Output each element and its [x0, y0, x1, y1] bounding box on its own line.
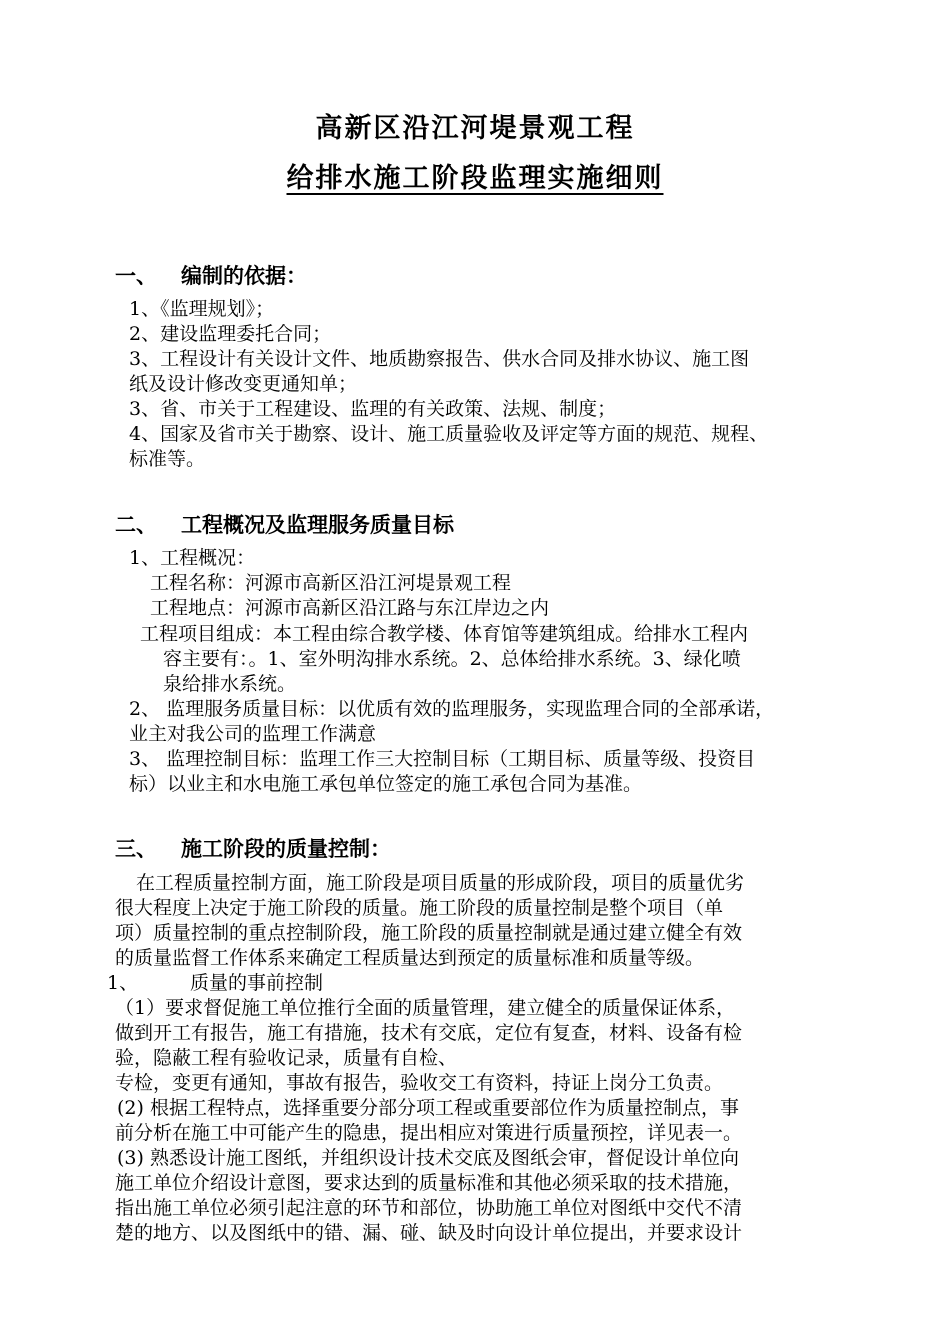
s3-subheading-title: 质量的事前控制: [190, 972, 324, 994]
s2-line: 容主要有：。1、室外明沟排水系统。2、总体给排水系统。3、绿化喷: [163, 648, 741, 670]
section-1-heading: [115, 260, 307, 290]
s3-line: 在工程质量控制方面，施工阶段是项目质量的形成阶段，项目的质量优劣: [136, 872, 745, 894]
s3-line: 施工单位介绍设计意图，要求达到的质量标准和其他必须采取的技术措施，: [115, 1172, 743, 1194]
s1-line: 1、《监理规划》；: [129, 298, 275, 320]
section-2-heading: [115, 509, 454, 539]
s3-line: 专检，变更有通知，事故有报告，验收交工有资料，持证上岗分工负责。: [115, 1072, 724, 1094]
s3-line: 指出施工单位必须引起注意的环节和部位，协助施工单位对图纸中交代不清: [115, 1197, 743, 1219]
s1-line: 纸及设计修改变更通知单；: [129, 373, 358, 395]
s3-line: 很大程度上决定于施工阶段的质量。施工阶段的质量控制是整个项目（单: [115, 897, 724, 919]
s1-line: 3、工程设计有关设计文件、地质勘察报告、供水合同及排水协议、施工图: [129, 348, 750, 370]
s3-line: 项）质量控制的重点控制阶段，施工阶段的质量控制就是通过建立健全有效: [115, 922, 743, 944]
s2-line: 泉给排水系统。: [163, 673, 297, 695]
section-3-number: 三、: [115, 837, 157, 861]
s1-line: 标准等。: [129, 448, 206, 470]
document-subtitle-text: 给排水施工阶段监理实施细则: [286, 163, 664, 194]
s2-line: 工程名称：河源市高新区沿江河堤景观工程: [150, 572, 512, 594]
s3-line: 验，隐蔽工程有验收记录，质量有自检、: [115, 1047, 458, 1069]
section-3-title: 施工阶段的质量控制：: [181, 837, 391, 861]
section-3-heading: [115, 833, 391, 863]
s3-line: (3) 熟悉设计施工图纸，并组织设计技术交底及图纸会审，督促设计单位向: [117, 1147, 739, 1169]
s2-line: 1、工程概况：: [129, 547, 256, 569]
s3-line: 楚的地方、以及图纸中的错、漏、碰、缺及时向设计单位提出，并要求设计: [115, 1222, 743, 1244]
document-subtitle: [0, 156, 950, 195]
section-1-number: 一、: [115, 264, 157, 288]
section-2-title: 工程概况及监理服务质量目标: [181, 513, 454, 537]
s2-line: 2、 监理服务质量目标：以优质有效的监理服务，实现监理合同的全部承诺，: [129, 698, 775, 720]
s1-line: 2、建设监理委托合同；: [129, 323, 332, 345]
s1-line: 3、省、市关于工程建设、监理的有关政策、法规、制度；: [129, 398, 617, 420]
s3-line: (2) 根据工程特点，选择重要分部分项工程或重要部位作为质量控制点，事: [117, 1097, 739, 1119]
section-1-title: 编制的依据：: [181, 264, 307, 288]
s3-subheading-number: 1、: [107, 972, 139, 994]
s2-line: 标）以业主和水电施工承包单位签定的施工承包合同为基准。: [129, 773, 643, 795]
s2-line: 工程项目组成：本工程由综合教学楼、体育馆等建筑组成。给排水工程内: [140, 623, 749, 645]
s3-line: 的质量监督工作体系来确定工程质量达到预定的质量标准和质量等级。: [115, 947, 705, 969]
s2-line: 3、 监理控制目标：监理工作三大控制目标（工期目标、质量等级、投资目: [129, 748, 756, 770]
s1-line: 4、国家及省市关于勘察、设计、施工质量验收及评定等方面的规范、规程、: [129, 423, 769, 445]
s2-line: 业主对我公司的监理工作满意: [129, 723, 377, 745]
s2-line: 工程地点：河源市高新区沿江路与东江岸边之内: [150, 597, 550, 619]
s3-line: （1）要求督促施工单位推行全面的质量管理，建立健全的质量保证体系，: [115, 997, 736, 1019]
s3-line: 前分析在施工中可能产生的隐患，提出相应对策进行质量预控，详见表一。: [115, 1122, 743, 1144]
section-2-number: 二、: [115, 513, 157, 537]
s3-line: 做到开工有报告，施工有措施，技术有交底，定位有复查，材料、设备有检: [115, 1022, 743, 1044]
document-title: 高新区沿江河堤景观工程: [315, 113, 635, 144]
